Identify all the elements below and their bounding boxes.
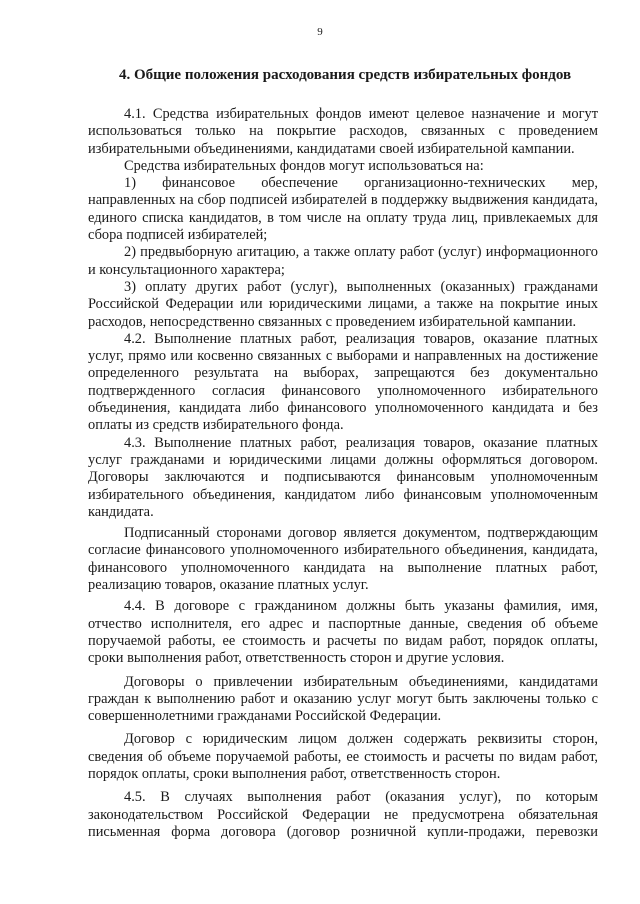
paragraph-4-5: 4.5. В случаях выполнения работ (оказания услуг), по которым законодательством Российской Федерации не предусмотрена обязательная письменная форма договора (договор розничной купли-продажи, перевозки xyxy=(88,789,598,840)
paragraph-funds-usage-intro: Средства избирательных фондов могут использоваться на: xyxy=(124,157,484,174)
section-heading: 4. Общие положения расходования средств избирательных фондов xyxy=(118,67,572,83)
paragraph-4-2: 4.2. Выполнение платных работ, реализация товаров, оказание платных услуг, прямо или косвенно связанных с выборами и направленных на достижение определенного результата на выборах, запрещаются без документально подтвержденного согласия финансового уполномоченного избирательного объединения, кандидата либо финансового уполномоченного кандидата и без оплаты из средств избирательного фонда. xyxy=(88,330,598,434)
paragraph-item-3: 3) оплату других работ (услуг), выполненных (оказанных) гражданами Российской Федерации или юридическими лицами, а также на покрытие иных расходов, непосредственно связанных с проведением избирательной кампании. xyxy=(88,278,598,330)
paragraph-signed-contract: Подписанный сторонами договор является документом, подтверждающим согласие финансового уполномоченного избирательного объединения, кандидата, финансового уполномоченного кандидата на выполнение платных работ, реализацию товаров, оказание платных услуг. xyxy=(88,525,598,594)
paragraph-4-3: 4.3. Выполнение платных работ, реализация товаров, оказание платных услуг гражданами и юридическими лицами должны оформляться договором. Договоры заключаются и подписываются финансовым уполномоченным избирательного объединения, кандидатом либо финансовым уполномоченным кандидата. xyxy=(88,434,598,520)
paragraph-legal-entity-contract: Договор с юридическим лицом должен содержать реквизиты сторон, сведения об объеме поручаемой работы, ее стоимость и расчеты по видам работ, порядок оплаты, сроки выполнения работ, ответственность сторон. xyxy=(88,731,598,782)
page-number: 9 xyxy=(317,26,323,38)
paragraph-item-2: 2) предвыборную агитацию, а также оплату работ (услуг) информационного и консультационного характера; xyxy=(88,244,598,278)
paragraph-4-4: 4.4. В договоре с гражданином должны быть указаны фамилия, имя, отчество исполнителя, его адрес и паспортные данные, сведения об объеме поручаемой работы, ее стоимость и расчеты по видам работ, порядок оплаты, сроки выполнения работ, ответственность сторон и другие условия. xyxy=(88,598,598,667)
document-body xyxy=(88,66,598,841)
paragraph-citizen-contracts: Договоры о привлечении избирательным объединениями, кандидатами граждан к выполнению работ и оказанию услуг могут быть заключены только с совершеннолетними гражданами Российской Федерации. xyxy=(88,673,598,725)
paragraph-4-1: 4.1. Средства избирательных фондов имеют целевое назначение и могут использоваться только на покрытие расходов, связанных с проведением избирательными объединениями, кандидатами своей избирательной кампании. xyxy=(88,106,598,157)
paragraph-item-1: 1) финансовое обеспечение организационно-технических мер, направленных на сбор подписей избирателей в поддержку выдвижения кандидата, единого списка кандидатов, в том числе на оплату труда лиц, привлекаемых для сбора подписей избирателей; xyxy=(88,175,598,244)
